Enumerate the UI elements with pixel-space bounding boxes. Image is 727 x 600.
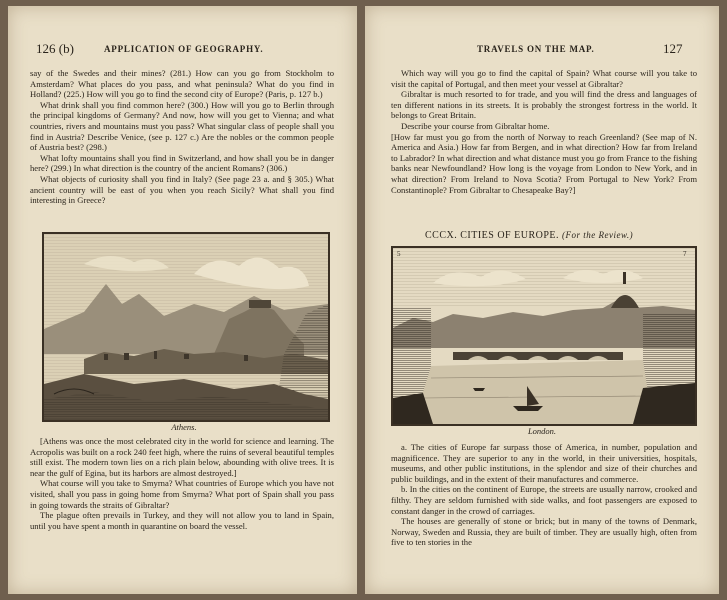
right-page-number: 127 xyxy=(663,41,683,56)
left-paragraph: What lofty mountains shall you find in Switzerland, and how shall you be in danger here? (299.) In what direction is the country of the ancient Romans? (306.) xyxy=(30,152,334,174)
right-paragraph: Describe your course from Gibraltar home. xyxy=(401,120,550,131)
section-subtitle: (For the Review.) xyxy=(562,230,634,240)
right-running-head: TRAVELS ON THE MAP. xyxy=(477,44,595,54)
right-page-header xyxy=(365,41,719,60)
left-paragraph: What objects of curiosity shall you find in Italy? (See page 23 a. and § 305.) What ancient country will be east of you when you reach Sicily? What shall you find interesting in Greece? xyxy=(30,173,334,206)
right-page xyxy=(365,6,719,594)
right-paragraph: a. The cities of Europe far surpass those of America, in number, population and magnificence. They are superior to any in the world, in their universities, hospitals, museums, and other public institutions, in the splendor and size of their churches and public buildings, and in the extent of their manufactures and commerce. xyxy=(391,442,697,484)
plate-number-right: 7 xyxy=(683,250,687,258)
left-running-head: APPLICATION OF GEOGRAPHY. xyxy=(104,44,264,54)
athens-engraving xyxy=(42,232,330,422)
left-page-number: 126 (b) xyxy=(36,41,74,56)
plate-number-left: 5 xyxy=(397,250,401,258)
right-bottom-text xyxy=(391,442,697,548)
right-top-text xyxy=(391,68,697,195)
left-paragraph: What drink shall you find common here? (300.) How will you go to Berlin through the principal kingdoms of Germany? And now, how will you get to Vienna; and what countries, rivers and mountains must you pass? What singular class of people shall you find in Austria? Describe Venice, (see p. 127 c.) Are the nobles or the common people of Austria best? (298.) xyxy=(30,99,334,153)
section-heading: CCCX. CITIES OF EUROPE. xyxy=(425,230,560,241)
right-paragraph: b. In the cities on the continent of Europe, the streets are usually narrow, crooked and filthy. They are seldom furnished with side walks, and foot passengers are exposed to constant danger in the crowd of carriages. xyxy=(391,484,697,516)
left-top-text xyxy=(30,68,334,206)
london-engraving xyxy=(391,246,697,426)
section-title xyxy=(425,230,633,241)
right-paragraph: Gibraltar is much resorted to for trade, and you will find the dress and languages of ten different nations in its streets. It is probably the strongest fortress in the world. It belongs to Great Britain. xyxy=(391,89,697,121)
left-paragraph: What course will you take to Smyrna? What countries of Europe which you have not visited, shall you pass in going home from Smyrna? What port of Spain shall you pass in going towards the straits of Gibraltar? xyxy=(30,478,334,510)
right-paragraph: Which way will you go to find the capital of Spain? What course will you take to visit the capital of Portugal, and then meet your vessel at Gibraltar? xyxy=(391,68,697,89)
left-page xyxy=(8,6,357,594)
london-cityscape-image xyxy=(393,248,695,424)
left-paragraph: say of the Swedes and their mines? (281.) How can you go from Stockholm to Amsterdam? What places do you pass, and what peninsula? What do you find in Holland? (225.) How will you go to find the second city of Europe? (Paris, p. 127 b.) xyxy=(30,68,334,100)
athens-landscape-image xyxy=(44,234,328,420)
left-bottom-text xyxy=(30,436,334,531)
athens-caption: Athens. xyxy=(171,422,197,432)
london-caption: London. xyxy=(527,426,557,436)
left-page-header xyxy=(8,41,357,60)
left-paragraph: The plague often prevails in Turkey, and they will not allow you to land in Spain, until you have spent a month in quarantine on board the vessel. xyxy=(30,510,334,531)
left-paragraph: [Athens was once the most celebrated city in the world for science and learning. The Acropolis was built on a rock 240 feet high, where the ruins of several beautiful temples still exist. The modern town lies on a rich plain below, abounding with olive trees. It is near the gulf of Egina, but its harbors are almost destroyed.] xyxy=(30,436,334,478)
right-paragraph: The houses are generally of stone or brick; but in many of the towns of Denmark, Norway, Sweden and Russia, they are built of timber. They are usually high, often from five to ten stories in the xyxy=(391,516,697,548)
right-paragraph: [How far must you go from the north of Norway to reach Greenland? (See map of N. America and Asia.) How far from Bergen, and in what direction? How far from Ireland to Labrador? In what direction and what distance must you go from France to the fishing banks near Newfoundland? How long is the voyage from London to New York, and in what direction? From Ireland to Nova Scotia? From Portugal to New York? From Constantinople? From Gibraltar to Chesapeake Bay?] xyxy=(391,131,697,195)
